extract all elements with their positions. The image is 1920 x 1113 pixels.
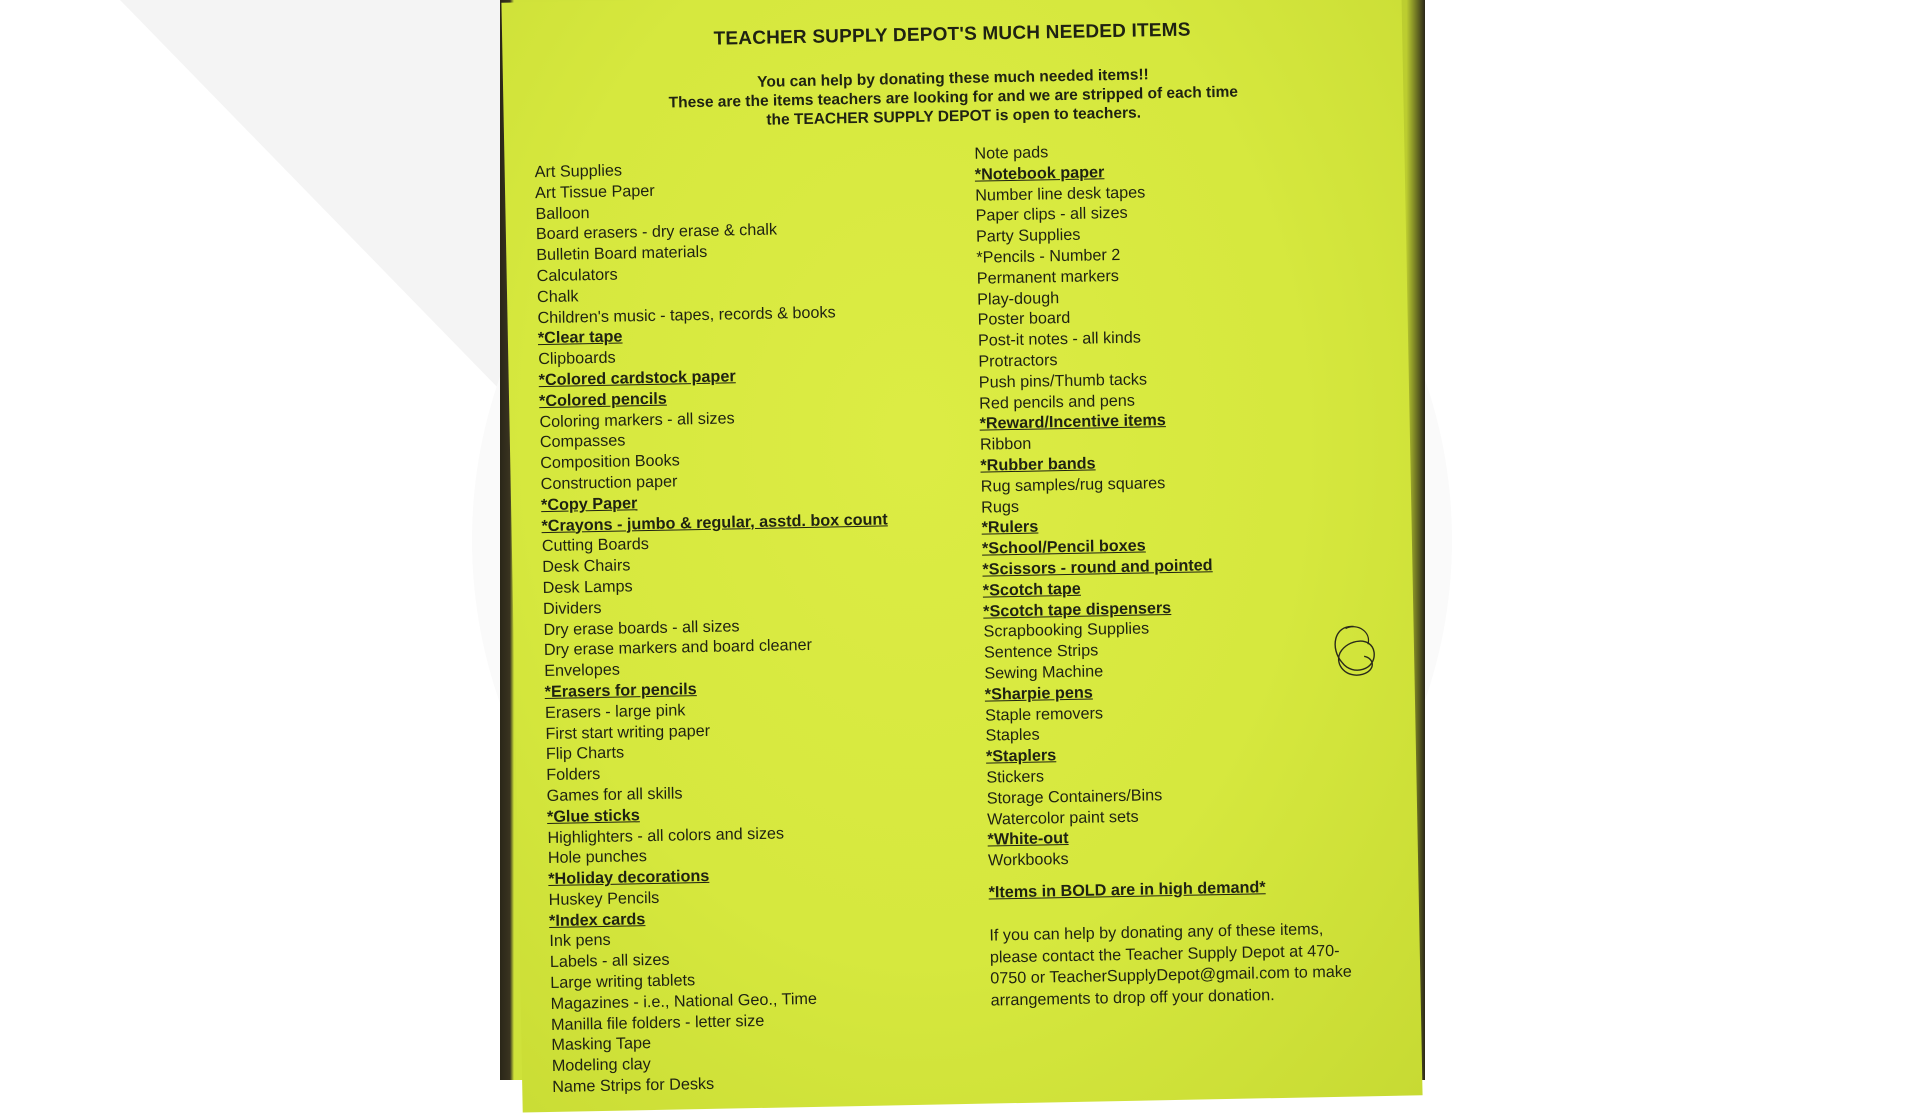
supply-item: *Scissors - round and pointed [982,556,1213,579]
supply-item: *Colored cardstock paper [538,367,736,390]
supply-item: Modeling clay [551,1055,651,1076]
supply-item: Construction paper [540,472,678,494]
supply-item: Games for all skills [546,784,683,805]
supply-item: Labels - all sizes [549,950,670,972]
supply-item: Staples [985,725,1040,745]
supply-item: Sentence Strips [983,641,1099,662]
supply-item: Ink pens [549,931,611,951]
supply-item: *School/Pencil boxes [981,536,1146,558]
supply-item: Coloring markers - all sizes [539,408,735,431]
supply-item: Composition Books [540,451,680,473]
supply-item: Magazines - i.e., National Geo., Time [550,989,818,1013]
supply-item: *Copy Paper [540,493,638,514]
supply-item: Hole punches [547,847,648,868]
supply-item: *Crayons - jumbo & regular, asstd. box count [541,509,888,535]
supply-item: Envelopes [544,660,621,681]
yellow-sheet [501,0,1422,1113]
supply-item: *Scotch tape dispensers [983,598,1172,621]
high-demand-note: *Items in BOLD are in high demand* [988,878,1266,902]
supply-item: *White-out [987,829,1069,849]
supply-item: Highlighters - all colors and sizes [547,823,785,847]
pen-scribble-mark [1323,618,1384,689]
supply-item: Watercolor paint sets [987,807,1139,829]
supply-item: *Notebook paper [974,162,1105,184]
supply-item: Erasers - large pink [544,701,686,722]
supply-item: Note pads [974,143,1049,163]
supply-item: *Erasers for pencils [544,680,697,701]
supply-item: Play-dough [977,288,1060,309]
supply-item: Storage Containers/Bins [986,785,1163,808]
supply-item: Bulletin Board materials [536,243,708,265]
intro-line: You can help by donating these much needed items!! [757,66,1149,91]
supply-item: Dry erase boards - all sizes [543,616,740,639]
supply-item: Post-it notes - all kinds [977,328,1141,350]
supply-item: Board erasers - dry erase & chalk [535,220,778,244]
supply-item: *Holiday decorations [548,867,710,889]
document-photo [500,0,1425,1097]
supply-item: Folders [546,765,601,785]
supply-item: First start writing paper [545,721,711,743]
supply-item: Permanent markers [976,266,1120,288]
supply-item: *Sharpie pens [984,683,1093,704]
supply-item: Paper clips - all sizes [975,204,1128,226]
supply-item: *Glue sticks [546,805,640,826]
left-item-list [534,154,982,1098]
sheet-title: TEACHER SUPPLY DEPOT'S MUCH NEEDED ITEMS [713,19,1191,50]
supply-item: Flip Charts [545,743,625,764]
supply-item: Balloon [535,203,590,223]
supply-item: *Scotch tape [982,579,1082,600]
supply-item: *Clear tape [537,327,623,348]
supply-item: Desk Lamps [542,577,633,597]
right-item-list [974,136,1408,872]
supply-item: Scrapbooking Supplies [983,619,1150,641]
supply-item: Workbooks [987,850,1069,870]
supply-item: Children's music - tapes, records & books [537,302,836,327]
supply-item: Large writing tablets [550,971,696,993]
supply-item: Red pencils and pens [979,391,1136,413]
supply-item: Manilla file folders - letter size [550,1011,765,1034]
supply-item: Art Tissue Paper [534,181,655,202]
supply-item: Dry erase markers and board cleaner [543,636,813,660]
supply-item: Art Supplies [534,161,623,182]
supply-item: *Pencils - Number 2 [976,245,1121,267]
supply-item: Name Strips for Desks [552,1074,715,1097]
supply-item: *Index cards [548,909,646,930]
supply-item: Cutting Boards [541,535,650,556]
intro-line: the TEACHER SUPPLY DEPOT is open to teachers. [766,104,1142,129]
supply-item: Party Supplies [975,225,1081,246]
supply-item: Masking Tape [551,1034,652,1055]
supply-item: Huskey Pencils [548,888,660,909]
supply-item: Protractors [978,351,1058,371]
supply-item: *Staplers [985,746,1057,766]
supply-item: Stickers [986,767,1045,787]
supply-item: Sewing Machine [984,662,1104,683]
supply-item: Rug samples/rug squares [980,473,1166,496]
supply-item: *Rubber bands [980,454,1096,475]
supply-item: Staple removers [985,703,1104,725]
supply-item: Desk Chairs [542,556,631,577]
supply-item: Number line desk tapes [975,183,1146,205]
supply-item: Ribbon [979,434,1032,454]
supply-item: Poster board [977,309,1071,330]
intro-line: These are the items teachers are looking for and we are stripped of each time [668,83,1239,112]
supply-item: Rugs [981,497,1020,517]
supply-item: Compasses [539,431,626,452]
supply-item: *Colored pencils [538,389,667,410]
supply-item: Calculators [536,265,618,286]
supply-item: Clipboards [538,348,616,369]
contact-footer: If you can help by donating any of these items, please contact the Teacher Supply Depot at 470-0750 or TeacherSupplyDepot@gmail.com to make arrangements to drop off your donation. [989,920,1353,1010]
supply-item: Push pins/Thumb tacks [978,370,1148,392]
supply-item: *Reward/Incentive items [979,411,1166,433]
supply-item: *Rulers [981,517,1039,537]
supply-item: Dividers [542,598,602,618]
supply-item: Chalk [536,287,579,306]
sheet-intro [503,60,1404,134]
